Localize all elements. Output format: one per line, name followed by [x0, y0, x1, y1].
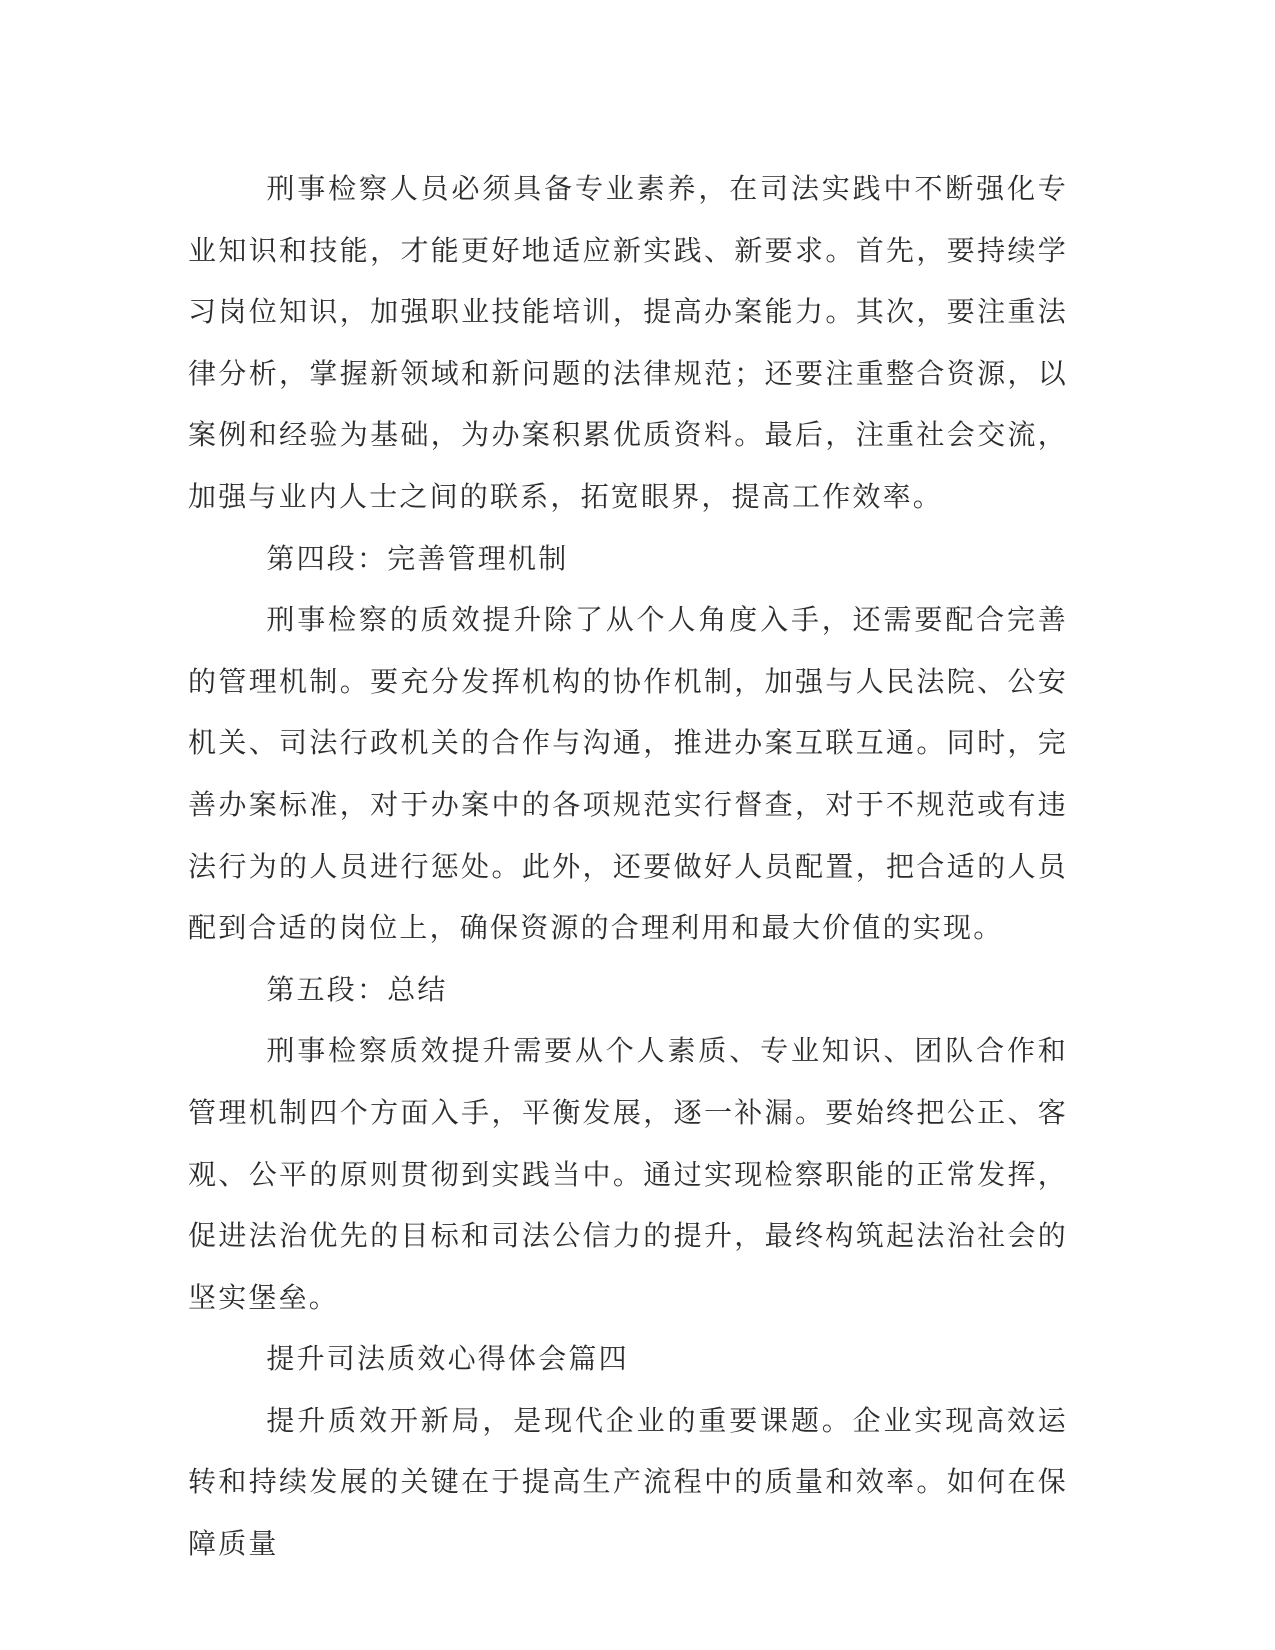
section-heading-5: 第五段：总结	[266, 972, 448, 1006]
paragraph-enterprise-efficiency: 提升质效开新局，是现代企业的重要课题。企业实现高效运转和持续发展的关键在于提高生产流程中的质量和效率。如何在保障质量	[188, 1403, 1068, 1561]
paragraph-management-mechanism: 刑事检察的质效提升除了从个人角度入手，还需要配合完善的管理机制。要充分发挥机构的协作机制，加强与人民法院、公安机关、司法行政机关的合作与沟通，推进办案互联互通。同时，完善办案标准，对于办案中的各项规范实行督查，对于不规范或有违法行为的人员进行惩处。此外，还要做好人员配置，把合适的人员配到合适的岗位上，确保资源的合理利用和最大价值的实现。	[188, 603, 1068, 945]
document-body	[188, 158, 1068, 1575]
article-title-part-4: 提升司法质效心得体会篇四	[266, 1342, 629, 1376]
paragraph-professional-quality: 刑事检察人员必须具备专业素养，在司法实践中不断强化专业知识和技能，才能更好地适应新实践、新要求。首先，要持续学习岗位知识，加强职业技能培训，提高办案能力。其次，要注重法律分析，掌握新领域和新问题的法律规范；还要注重整合资源，以案例和经验为基础，为办案积累优质资料。最后，注重社会交流，加强与业内人士之间的联系，拓宽眼界，提高工作效率。	[188, 172, 1068, 513]
paragraph-summary: 刑事检察质效提升需要从个人素质、专业知识、团队合作和管理机制四个方面入手，平衡发展，逐一补漏。要始终把公正、客观、公平的原则贯彻到实践当中。通过实现检察职能的正常发挥，促进法治优先的目标和司法公信力的提升，最终构筑起法治社会的坚实堡垒。	[188, 1034, 1068, 1314]
section-heading-4: 第四段：完善管理机制	[266, 541, 569, 575]
